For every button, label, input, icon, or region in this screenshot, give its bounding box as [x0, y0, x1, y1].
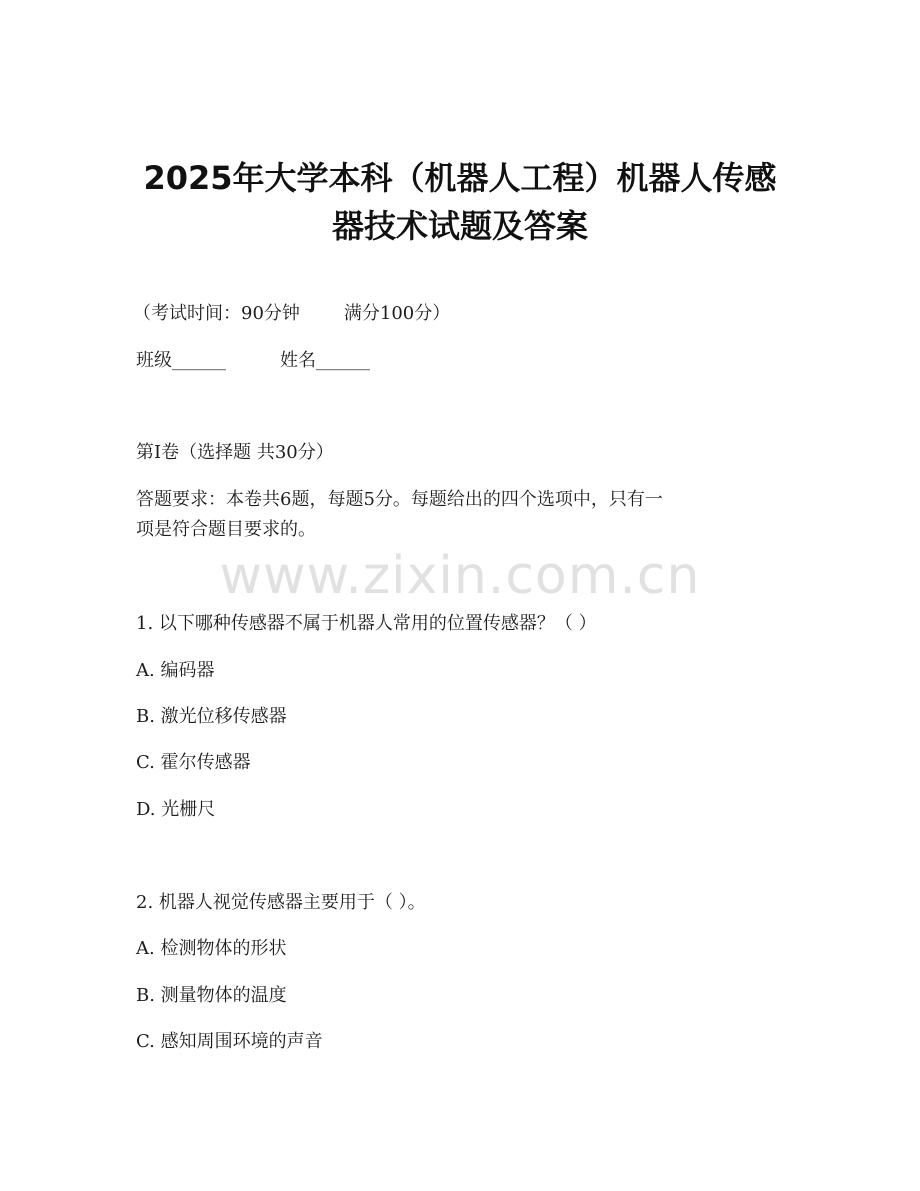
question-stem: 1. 以下哪种传感器不属于机器人常用的位置传感器？（ ）: [136, 613, 597, 634]
student-info: [136, 348, 370, 374]
instructions-line-1: 答题要求：本卷共6题，每题5分。每题给出的四个选项中，只有一: [136, 489, 663, 510]
option-item: D. 光栅尺: [136, 799, 216, 820]
page-title: [120, 154, 800, 250]
option-item: C. 霍尔传感器: [136, 752, 251, 773]
exam-full-score: 满分100分）: [343, 303, 451, 324]
option-item: C. 感知周围环境的声音: [136, 1031, 323, 1052]
exam-info: [133, 301, 450, 327]
title-line-2: 器技术试题及答案: [331, 207, 588, 245]
option-item: B. 测量物体的温度: [136, 985, 287, 1006]
title-line-1: 2025年大学本科（机器人工程）机器人传感: [143, 159, 777, 197]
question-stem: 2. 机器人视觉传感器主要用于（ ）。: [136, 892, 426, 913]
watermark: www.zixin.com.cn: [219, 546, 701, 606]
name-field-label: 姓名______: [280, 350, 370, 371]
class-field-label: 班级______: [136, 350, 226, 371]
section-heading: 第I卷（选择题 共30分）: [136, 442, 334, 463]
option-item: A. 检测物体的形状: [136, 938, 287, 959]
instructions-line-2: 项是符合题目要求的。: [136, 519, 316, 540]
option-item: A. 编码器: [136, 660, 215, 681]
option-item: B. 激光位移传感器: [136, 706, 287, 727]
exam-time: （考试时间：90分钟: [133, 303, 300, 324]
